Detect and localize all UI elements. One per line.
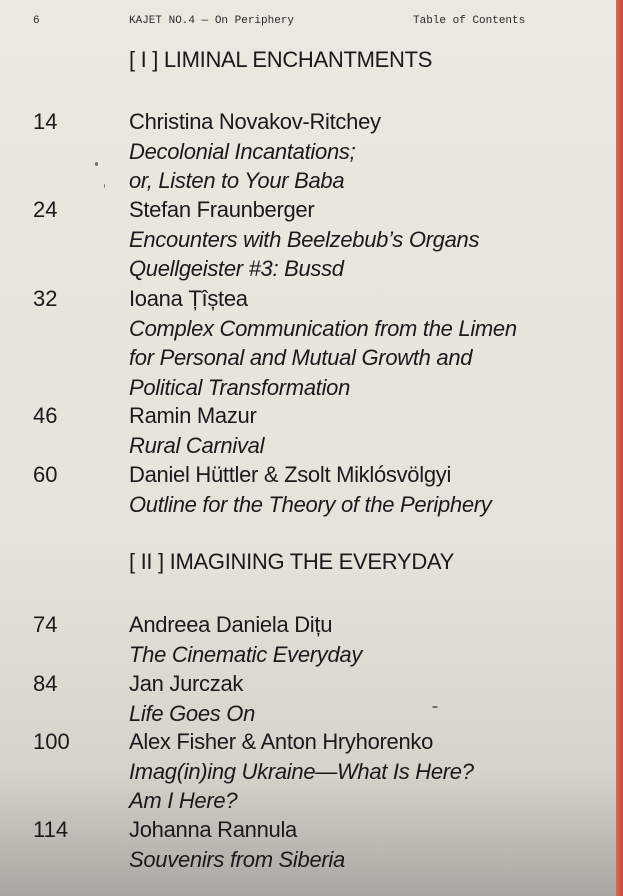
toc-title-line: Am I Here? bbox=[129, 788, 238, 813]
toc-author: Jan Jurczak bbox=[129, 671, 244, 696]
toc-title-line: The Cinematic Everyday bbox=[129, 641, 363, 667]
toc-author: Alex Fisher & Anton Hryhorenko bbox=[129, 729, 434, 754]
toc-page-number: 100 bbox=[33, 729, 70, 754]
toc-page-number: 24 bbox=[33, 197, 58, 222]
header-issue-title: KAJET NO.4 — On Periphery bbox=[129, 15, 295, 27]
toc-title-line: for Personal and Mutual Growth and bbox=[129, 345, 473, 370]
toc-title-line: Decolonial Incantations; bbox=[129, 138, 356, 164]
toc-page-number: 74 bbox=[33, 612, 58, 637]
toc-author: Daniel Hüttler & Zsolt Miklósvölgyi bbox=[129, 462, 452, 487]
toc-page-number: 84 bbox=[33, 671, 58, 696]
toc-author: Andreea Daniela Dițu bbox=[129, 612, 333, 637]
header-page-number: 6 bbox=[33, 15, 40, 27]
toc-page-number: 60 bbox=[33, 462, 58, 487]
toc-title-line: Encounters with Beelzebub’s Organs bbox=[129, 226, 480, 252]
toc-title-line: Complex Communication from the Limen bbox=[129, 315, 517, 341]
toc-title-line: Life Goes On bbox=[129, 700, 256, 726]
toc-title-line: Souvenirs from Siberia bbox=[129, 846, 345, 872]
toc-author: Ramin Mazur bbox=[129, 403, 257, 428]
toc-title-line: Quellgeister #3: Bussd bbox=[129, 256, 344, 281]
toc-author: Ioana Țîștea bbox=[129, 286, 248, 311]
toc-title-line: Imag(in)ing Ukraine—What Is Here? bbox=[129, 758, 474, 784]
header-section-title: Table of Contents bbox=[413, 15, 526, 27]
toc-title-line: or, Listen to Your Baba bbox=[129, 168, 345, 193]
toc-title-line: Rural Carnival bbox=[129, 432, 265, 458]
toc-author: Stefan Fraunberger bbox=[129, 197, 315, 222]
paper-speck bbox=[104, 184, 105, 188]
toc-author: Christina Novakov-Ritchey bbox=[129, 109, 381, 134]
toc-page-number: 114 bbox=[33, 817, 69, 842]
toc-page-number: 14 bbox=[33, 109, 58, 134]
paper-speck bbox=[95, 162, 98, 166]
page-edge-red bbox=[616, 0, 623, 896]
paper-speck bbox=[432, 706, 438, 708]
toc-title-line: Outline for the Theory of the Periphery bbox=[129, 491, 492, 517]
running-header bbox=[0, 15, 623, 31]
toc-page-number: 32 bbox=[33, 286, 58, 311]
section-heading-1: [ I ] LIMINAL ENCHANTMENTS bbox=[129, 47, 433, 72]
section-heading-2: [ II ] IMAGINING THE EVERYDAY bbox=[129, 549, 455, 574]
toc-title-line: Political Transformation bbox=[129, 374, 351, 400]
toc-author: Johanna Rannula bbox=[129, 817, 297, 842]
toc-page-number: 46 bbox=[33, 403, 58, 428]
